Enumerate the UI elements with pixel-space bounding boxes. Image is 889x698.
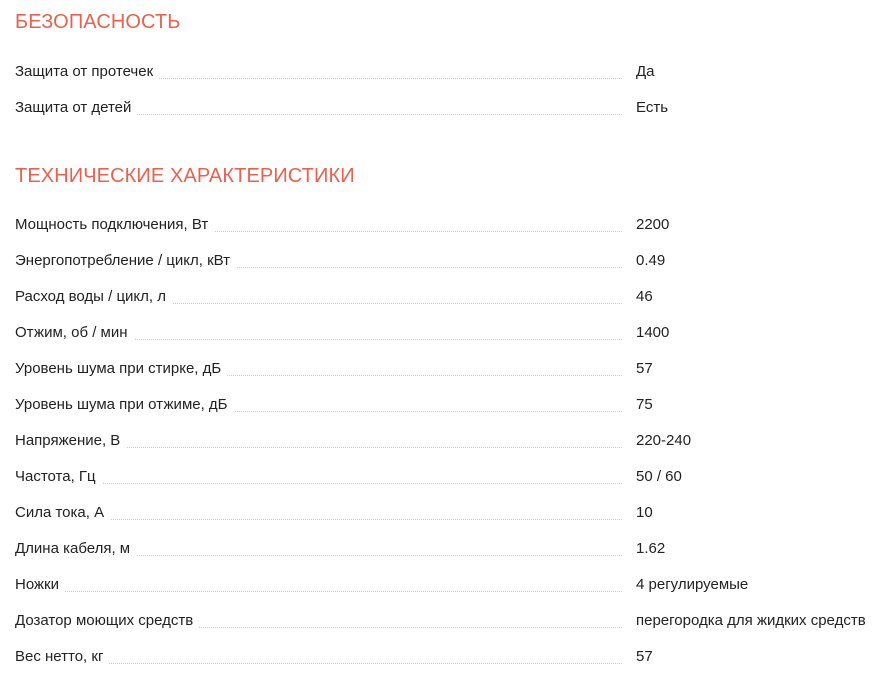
spec-label: Сила тока, А [15,502,110,524]
spec-row-power [15,214,889,238]
spec-label: Энергопотребление / цикл, кВт [15,250,236,272]
spec-row-noise-wash [15,358,889,382]
spec-row-water [15,286,889,310]
spec-value: 1.62 [636,540,666,557]
spec-row-spin [15,322,889,346]
dotted-leader [15,591,622,592]
spec-value: Да [636,63,655,80]
spec-label: Защита от протечек [15,61,159,83]
spec-label: Расход воды / цикл, л [15,286,172,308]
spec-row-leak-protection [15,61,889,85]
spec-label: Длина кабеля, м [15,538,136,560]
spec-row-cable-length [15,538,889,562]
spec-value: 4 регулируемые [636,576,749,593]
spec-value: 57 [636,648,653,665]
spec-row-detergent-dispenser [15,610,889,634]
spec-value: 2200 [636,216,670,233]
spec-value: 1400 [636,324,670,341]
spec-value: Есть [636,99,669,116]
spec-row-frequency [15,466,889,490]
section-title-technical: ТЕХНИЧЕСКИЕ ХАРАКТЕРИСТИКИ [15,165,355,187]
spec-label: Уровень шума при стирке, дБ [15,358,227,380]
spec-label: Мощность подключения, Вт [15,214,214,236]
spec-label: Отжим, об / мин [15,322,134,344]
spec-value: 75 [636,396,653,413]
spec-label: Уровень шума при отжиме, дБ [15,394,234,416]
spec-row-feet [15,574,889,598]
spec-value: 50 / 60 [636,468,682,485]
spec-row-current [15,502,889,526]
spec-label: Напряжение, В [15,430,126,452]
spec-value: 46 [636,288,653,305]
spec-value: перегородка для жидких средств [636,612,866,629]
spec-label: Защита от детей [15,97,137,119]
spec-row-net-weight [15,646,889,670]
spec-label: Вес нетто, кг [15,646,109,668]
spec-row-noise-spin [15,394,889,418]
spec-label: Дозатор моющих средств [15,610,199,632]
spec-label: Ножки [15,574,65,596]
spec-row-child-lock [15,97,889,121]
spec-value: 220-240 [636,432,692,449]
dotted-leader [15,483,622,484]
spec-value: 10 [636,504,653,521]
spec-value: 57 [636,360,653,377]
section-title-safety: БЕЗОПАСНОСТЬ [15,11,181,33]
spec-label: Частота, Гц [15,466,102,488]
spec-row-voltage [15,430,889,454]
spec-row-energy [15,250,889,274]
spec-value: 0.49 [636,252,666,269]
